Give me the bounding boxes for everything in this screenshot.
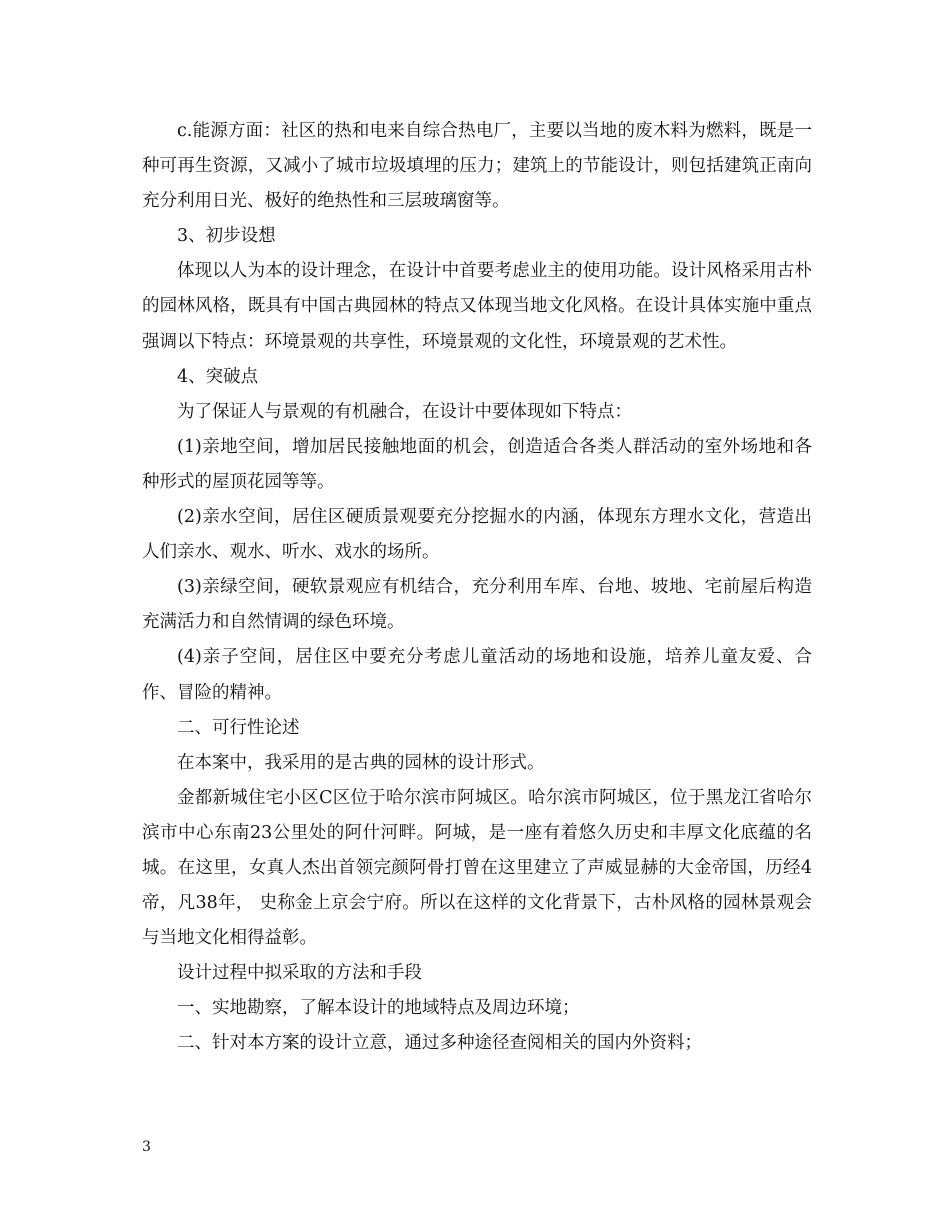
list-item-green-space: (3)亲绿空间，硬软景观应有机结合，充分利用车库、台地、坡地、宅前屋后构造充满活力和自然情调的绿色环境。 [142,577,812,633]
section-heading-feasibility: 二、可行性论述 [177,717,300,738]
paragraph-design-form: 在本案中，我采用的是古典的园林的设计形式。 [177,752,545,773]
section-heading-preliminary-idea: 3、初步设想 [177,226,276,247]
paragraph-location-history: 金都新城住宅小区C区位于哈尔滨市阿城区。哈尔滨市阿城区，位于黑龙江省哈尔滨市中心东南23公里处的阿什河畔。阿城，是一座有着悠久历史和丰厚文化底蕴的名城。在这里，女真人杰出首领完颜阿骨打曾在这里建立了声威显赫的大金帝国，历经4帝，凡38年， 史称金上京会宁府。所以在这样的文化背景下，古朴风格的园林景观会与当地文化相得益彰。 [142,787,812,949]
section-heading-breakthrough: 4、突破点 [177,366,259,387]
list-item-ground-space: (1)亲地空间，增加居民接触地面的机会，创造适合各类人群活动的室外场地和各种形式的屋顶花园等等。 [142,436,812,492]
section-heading-methods: 设计过程中拟采取的方法和手段 [177,963,422,984]
list-item-site-survey: 一、实地勘察，了解本设计的地域特点及周边环境； [177,998,580,1019]
paragraph-energy: c.能源方面：社区的热和电来自综合热电厂，主要以当地的废木料为燃料，既是一种可再生资源，又减小了城市垃圾填埋的压力；建筑上的节能设计，则包括建筑正南向充分利用日光、极好的绝热性和三层玻璃窗等。 [142,121,812,212]
paragraph-features-intro: 为了保证人与景观的有机融合，在设计中要体现如下特点： [177,401,632,422]
list-item-research: 二、针对本方案的设计立意，通过多种途径查阅相关的国内外资料； [177,1033,702,1054]
list-item-water-space: (2)亲水空间，居住区硬质景观要充分挖掘水的内涵，体现东方理水文化，营造出人们亲水、观水、听水、戏水的场所。 [142,507,812,563]
page-number: 3 [142,1139,151,1155]
list-item-child-space: (4)亲子空间，居住区中要充分考虑儿童活动的场地和设施，培养儿童友爱、合作、冒险的精神。 [142,647,812,703]
document-body [142,114,812,1062]
paragraph-design-concept: 体现以人为本的设计理念，在设计中首要考虑业主的使用功能。设计风格采用古朴的园林风格，既具有中国古典园林的特点又体现当地文化风格。在设计具体实施中重点强调以下特点：环境景观的共享性，环境景观的文化性，环境景观的艺术性。 [142,261,812,352]
